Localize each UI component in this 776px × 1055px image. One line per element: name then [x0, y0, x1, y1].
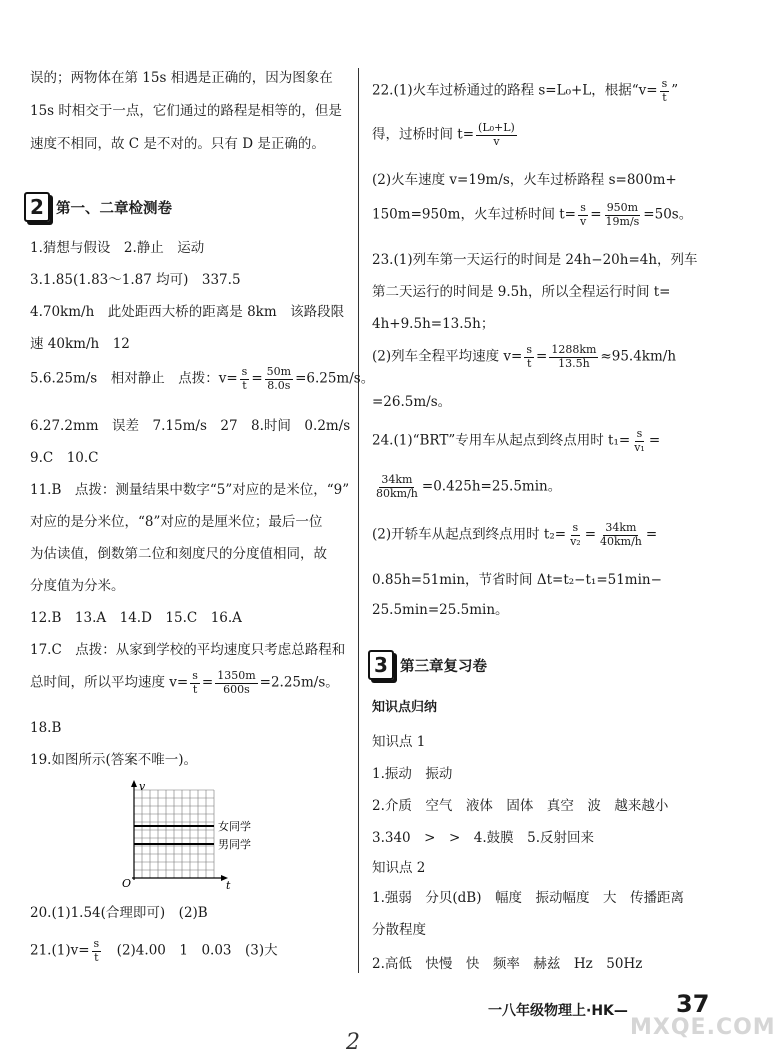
frac-den: 19m/s — [605, 214, 640, 228]
frac-den: 8.0s — [267, 378, 291, 392]
answer-24-result-1: =0.425h=25.5min。 — [421, 478, 562, 495]
answer-11-line-1: 11.B 点拨：测量结果中数字“5”对应的是米位，“9” — [30, 482, 350, 498]
boy-label: 男同学 — [218, 838, 251, 851]
answer-24-line-4: 0.85h=51min，节省时间 Δt=t₂−t₁=51min− — [372, 572, 662, 588]
frac-den: t — [242, 378, 247, 392]
answer-24-line-5: 25.5min=25.5min。 — [372, 602, 509, 618]
knowledge-point-1: 知识点 1 — [372, 734, 426, 750]
equals: = — [590, 206, 602, 223]
kp2-answer-1-cont: 分散程度 — [372, 922, 426, 938]
frac-den: 40km/h — [600, 534, 642, 548]
answer-17-line-2 — [30, 670, 339, 696]
girl-label: 女同学 — [218, 820, 251, 833]
section-2-title: 第一、二章检测卷 — [56, 200, 172, 217]
equals: = — [201, 674, 214, 691]
frac-num: 950m — [606, 201, 639, 214]
answer-24-text-2: (2)开轿车从起点到终点用时 t₂= — [372, 526, 567, 543]
frac-num: s — [661, 77, 668, 90]
answer-5-result: =6.25m/s。 — [295, 370, 375, 387]
fraction-s-over-t — [190, 670, 200, 696]
answer-6-8: 6.27.2mm 误差 7.15m/s 27 8.时间 0.2m/s — [30, 418, 351, 434]
section-3-number: 3 — [368, 650, 394, 680]
equals: = — [584, 526, 596, 543]
frac-den: v₁ — [634, 440, 645, 454]
intro-line-1: 误的；两物体在第 15s 相遇是正确的，因为图象在 — [30, 70, 333, 86]
frac-den: t — [192, 682, 198, 696]
frac-num: 34km — [605, 521, 637, 534]
section-2-number: 2 — [24, 192, 50, 222]
frac-num: s — [93, 937, 100, 950]
kp1-answer-2: 2.介质 空气 液体 固体 真空 波 越来越小 — [372, 798, 669, 814]
fraction-1350m-over-600s — [215, 670, 257, 696]
answer-23-line-1: 23.(1)列车第一天运行的时间是 24h−20h=4h，列车 — [372, 252, 698, 268]
answer-1: 1.猜想与假设 2.静止 运动 — [30, 240, 205, 256]
answer-21-text: 21.(1)v= — [30, 942, 90, 959]
column-divider — [358, 68, 359, 973]
handwritten-mark: 2 — [346, 1030, 360, 1055]
fraction-s-over-v1 — [632, 428, 647, 454]
equals: = — [645, 526, 658, 543]
close-quote: ” — [671, 82, 679, 99]
answer-11-line-4: 分度值为分米。 — [30, 578, 125, 594]
frac-num: 50m — [266, 365, 292, 378]
answer-5-text: 5.6.25m/s 相对静止 点拨：v= — [30, 370, 238, 387]
answer-20: 20.(1)1.54(合理即可) (2)B — [30, 905, 208, 921]
intro-line-3: 速度不相同，故 C 是不对的。只有 D 是正确的。 — [30, 136, 325, 152]
fraction-1288km-over-13-5h — [549, 344, 598, 370]
frac-num: (L₀+L) — [478, 121, 515, 134]
frac-den: v₂ — [570, 534, 581, 548]
answer-4-line-1: 4.70km/h 此处距西大桥的距离是 8km 该路段限 — [30, 304, 345, 320]
frac-den: 13.5h — [558, 356, 590, 370]
section-2-heading — [24, 192, 172, 222]
frac-num: s — [241, 365, 248, 378]
kp1-answer-3-5: 3.340 > > 4.鼓膜 5.反射回来 — [372, 830, 595, 846]
frac-num: 1288km — [551, 343, 597, 356]
frac-den: t — [662, 90, 667, 104]
t-axis-label: t — [226, 879, 231, 892]
frac-num: 1350m — [217, 669, 256, 682]
knowledge-point-2: 知识点 2 — [372, 860, 426, 876]
summary-heading: 知识点归纳 — [372, 700, 438, 715]
watermark: MXQE.COM — [630, 1015, 776, 1040]
answer-22-text: 22.(1)火车过桥通过的路程 s=L₀+L，根据“v= — [372, 82, 658, 99]
fraction-L-over-v — [476, 122, 517, 148]
equals: = — [648, 432, 661, 449]
answer-21 — [30, 938, 278, 964]
answer-12-16: 12.B 13.A 14.D 15.C 16.A — [30, 610, 242, 626]
frac-den: v — [579, 214, 587, 228]
v-axis-arrow — [131, 780, 137, 787]
answer-24-line-3 — [372, 522, 657, 548]
section-3-heading — [368, 650, 487, 680]
fraction-s-over-v2 — [568, 522, 583, 548]
answer-22-line-1 — [372, 78, 678, 104]
fraction-s-over-t — [660, 78, 670, 104]
answer-22-line-3: (2)火车速度 v=19m/s，火车过桥路程 s=800m+ — [372, 172, 677, 188]
equals: = — [536, 348, 548, 365]
frac-num: s — [526, 343, 533, 356]
answer-24-line-2 — [372, 474, 561, 500]
fraction-s-over-t — [240, 366, 250, 392]
page-number: 37 — [676, 990, 710, 1018]
answer-22-result: =50s。 — [643, 206, 693, 223]
answer-23-line-2: 第二天运行的时间是 9.5h，所以全程运行时间 t= — [372, 284, 671, 300]
equals: = — [251, 370, 263, 387]
answer-19: 19.如图所示(答案不唯一)。 — [30, 752, 198, 768]
fraction-34km-over-80kmh — [374, 474, 420, 500]
frac-den: 80km/h — [376, 486, 418, 500]
frac-den: v — [493, 134, 500, 148]
answer-22-text-4: 150m=950m，火车过桥时间 t= — [372, 206, 576, 223]
answer-3: 3.1.85(1.83～1.87 均可) 337.5 — [30, 272, 241, 288]
answer-11-line-3: 为估读值，倒数第二位和刻度尺的分度值相同，故 — [30, 546, 327, 562]
frac-den: t — [526, 356, 532, 370]
answer-23-result: ≈95.4km/h — [600, 348, 677, 365]
answer-11-line-2: 对应的是分米位，“8”对应的是厘米位；最后一位 — [30, 514, 323, 530]
fraction-950m-over-19ms — [604, 202, 642, 228]
answer-23-line-5: =26.5m/s。 — [372, 394, 452, 410]
fraction-50m-over-8s — [265, 366, 293, 392]
answer-22-text-2: 得，过桥时间 t= — [372, 126, 475, 143]
answer-18: 18.B — [30, 720, 62, 736]
frac-num: s — [192, 669, 198, 682]
kp1-answer-1: 1.振动 振动 — [372, 766, 453, 782]
footer-subject: 一八年级物理上·HK— — [488, 1003, 628, 1019]
frac-den: t — [94, 950, 99, 964]
frac-num: s — [572, 521, 579, 534]
fraction-34km-over-40kmh — [598, 522, 644, 548]
section-3-title: 第三章复习卷 — [400, 658, 487, 675]
frac-num: s — [580, 201, 586, 214]
answer-23-line-4 — [372, 344, 676, 370]
v-axis-label: v — [139, 780, 146, 793]
fraction-s-over-v — [578, 202, 588, 228]
graph-grid — [134, 790, 214, 878]
frac-num: 34km — [381, 473, 413, 486]
answer-9-10: 9.C 10.C — [30, 450, 99, 466]
answer-17-line-1: 17.C 点拨：从家到学校的平均速度只考虑总路程和 — [30, 642, 346, 658]
kp2-answer-1: 1.强弱 分贝(dB) 幅度 振动幅度 大 传播距离 — [372, 890, 684, 906]
answer-24-line-1 — [372, 428, 660, 454]
answer-22-line-4 — [372, 202, 692, 228]
answer-23-text: (2)列车全程平均速度 v= — [372, 348, 523, 365]
answer-17-result: =2.25m/s。 — [259, 674, 339, 691]
frac-num: s — [636, 427, 643, 440]
fraction-s-over-t — [524, 344, 534, 370]
answer-4-line-2: 速 40km/h 12 — [30, 336, 130, 352]
intro-line-2: 15s 时相交于一点，它们通过的路程是相等的，但是 — [30, 103, 342, 119]
kp2-answer-2: 2.高低 快慢 快 频率 赫兹 Hz 50Hz — [372, 956, 643, 972]
answer-5 — [30, 366, 374, 392]
answer-24-text: 24.(1)“BRT”专用车从起点到终点用时 t₁= — [372, 432, 631, 449]
frac-den: 600s — [223, 682, 250, 696]
answer-21-rest: (2)4.00 1 0.03 (3)大 — [103, 942, 278, 959]
answer-17-text: 总时间，所以平均速度 v= — [30, 674, 189, 691]
answer-22-line-2 — [372, 122, 519, 148]
origin-label: O — [122, 877, 132, 890]
answer-23-line-3: 4h+9.5h=13.5h； — [372, 316, 495, 332]
velocity-time-graph — [120, 780, 280, 890]
fraction-s-over-t — [92, 938, 102, 964]
